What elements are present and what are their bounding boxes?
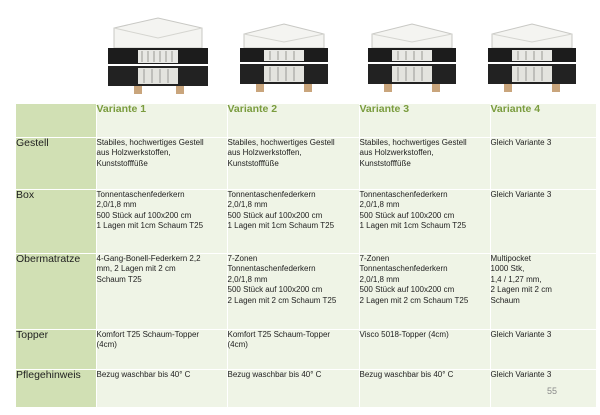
product-images xyxy=(0,0,600,104)
row-label-pflegehinweis: Pflegehinweis xyxy=(16,369,96,407)
cell-line: Multipocket xyxy=(490,253,531,263)
table-cell xyxy=(490,369,596,407)
variant-header-2: Variante 2 xyxy=(227,104,359,137)
cell-line: Komfort T25 Schaum-Topper xyxy=(227,329,331,339)
cell-line: Tonnentaschenfederkern xyxy=(96,189,185,199)
boxspring-bed-image-variant-3 xyxy=(364,14,460,96)
boxspring-bed-image-variant-1 xyxy=(104,14,212,96)
cell-line: Bezug waschbar bis 40° C xyxy=(227,369,322,379)
table-cell xyxy=(96,253,227,329)
page-number: 55 xyxy=(547,386,558,396)
cell-line: Schaum T25 xyxy=(96,274,142,284)
boxspring-bed-image-variant-2 xyxy=(236,14,332,96)
cell-line: Visco 5018-Topper (4cm) xyxy=(359,329,449,339)
cell-line: Gleich Variante 3 xyxy=(490,189,552,199)
table-cell xyxy=(490,253,596,329)
table-cell xyxy=(96,137,227,189)
table-cell xyxy=(227,253,359,329)
table-corner-cell xyxy=(16,104,96,137)
table-cell xyxy=(96,369,227,407)
table-cell xyxy=(490,329,596,369)
row-label-gestell: Gestell xyxy=(16,137,96,189)
cell-line: Stabiles, hochwertiges Gestell xyxy=(227,137,335,147)
table-cell xyxy=(490,189,596,253)
cell-line: 2,0/1,8 mm xyxy=(359,200,400,209)
variant-header-1: Variante 1 xyxy=(96,104,227,137)
cell-line: Bezug waschbar bis 40° C xyxy=(96,369,191,379)
table-cell xyxy=(227,189,359,253)
table-cell xyxy=(359,253,490,329)
cell-line: Kunststofffüße xyxy=(359,158,411,168)
cell-line: Gleich Variante 3 xyxy=(490,137,552,147)
cell-line: 4-Gang-Bonell-Federkern 2,2 xyxy=(96,253,201,263)
cell-line: 500 Stück auf 100x200 cm xyxy=(96,210,192,220)
table-cell xyxy=(490,137,596,189)
cell-line: Gleich Variante 3 xyxy=(490,329,552,339)
cell-line: 7-Zonen xyxy=(227,253,258,263)
cell-line: aus Holzwerkstoffen, xyxy=(227,148,302,157)
cell-line: 2,0/1,8 mm xyxy=(96,200,137,209)
cell-line: Stabiles, hochwertiges Gestell xyxy=(359,137,467,147)
cell-line: 7-Zonen xyxy=(359,253,390,263)
cell-line: 500 Stück auf 100x200 cm xyxy=(227,285,323,294)
cell-line: 2,0/1,8 mm xyxy=(227,200,268,209)
cell-line: Schaum xyxy=(490,295,520,305)
cell-line: 1 Lagen mit 1cm Schaum T25 xyxy=(227,221,335,230)
cell-line: Bezug waschbar bis 40° C xyxy=(359,369,454,379)
cell-line: 2 Lagen mit 2 cm Schaum T25 xyxy=(227,295,337,305)
row-label-obermatratze: Obermatratze xyxy=(16,253,96,329)
table-cell xyxy=(227,329,359,369)
cell-line: aus Holzwerkstoffen, xyxy=(96,148,171,157)
table-row-topper xyxy=(16,329,596,369)
cell-line: (4cm) xyxy=(227,340,248,349)
cell-line: Tonnentaschenfederkern xyxy=(359,264,448,273)
cell-line: 2,0/1,8 mm xyxy=(227,274,268,284)
table-row-box xyxy=(16,189,596,253)
table-cell xyxy=(359,137,490,189)
cell-line: Komfort T25 Schaum-Topper xyxy=(96,329,200,339)
cell-line: 500 Stück auf 100x200 cm xyxy=(359,210,455,220)
boxspring-bed-image-variant-4 xyxy=(484,14,580,96)
cell-line: Kunststofffüße xyxy=(227,158,279,168)
table-header-row xyxy=(16,104,596,137)
table-cell xyxy=(96,329,227,369)
cell-line: Tonnentaschenfederkern xyxy=(227,264,316,273)
table-cell xyxy=(359,369,490,407)
cell-line: Tonnentaschenfederkern xyxy=(227,189,316,199)
variant-header-4: Variante 4 xyxy=(490,104,596,137)
cell-line: Kunststofffüße xyxy=(96,158,148,168)
table-row-gestell xyxy=(16,137,596,189)
cell-line: (4cm) xyxy=(96,340,117,349)
table-cell xyxy=(227,369,359,407)
cell-line: Tonnentaschenfederkern xyxy=(359,189,448,199)
cell-line: 1000 Stk, xyxy=(490,264,525,273)
cell-line: 2 Lagen mit 2 cm Schaum T25 xyxy=(359,295,469,305)
cell-line: 1 Lagen mit 1cm Schaum T25 xyxy=(96,221,204,230)
cell-line: 1,4 / 1,27 mm, xyxy=(490,274,542,284)
table-cell xyxy=(96,189,227,253)
cell-line: 2,0/1,8 mm xyxy=(359,274,400,284)
table-row-obermatratze xyxy=(16,253,596,329)
cell-line: Gleich Variante 3 xyxy=(490,369,552,379)
row-label-box: Box xyxy=(16,189,96,253)
comparison-table xyxy=(16,104,597,408)
cell-line: Stabiles, hochwertiges Gestell xyxy=(96,137,204,147)
table-cell xyxy=(359,329,490,369)
cell-line: aus Holzwerkstoffen, xyxy=(359,148,434,157)
table-row-pflegehinweis xyxy=(16,369,596,407)
cell-line: 500 Stück auf 100x200 cm xyxy=(359,285,455,294)
cell-line: mm, 2 Lagen mit 2 cm xyxy=(96,264,176,273)
variant-header-3: Variante 3 xyxy=(359,104,490,137)
cell-line: 500 Stück auf 100x200 cm xyxy=(227,210,323,220)
row-label-topper: Topper xyxy=(16,329,96,369)
table-cell xyxy=(359,189,490,253)
table-cell xyxy=(227,137,359,189)
cell-line: 2 Lagen mit 2 cm xyxy=(490,285,552,294)
cell-line: 1 Lagen mit 1cm Schaum T25 xyxy=(359,221,467,230)
